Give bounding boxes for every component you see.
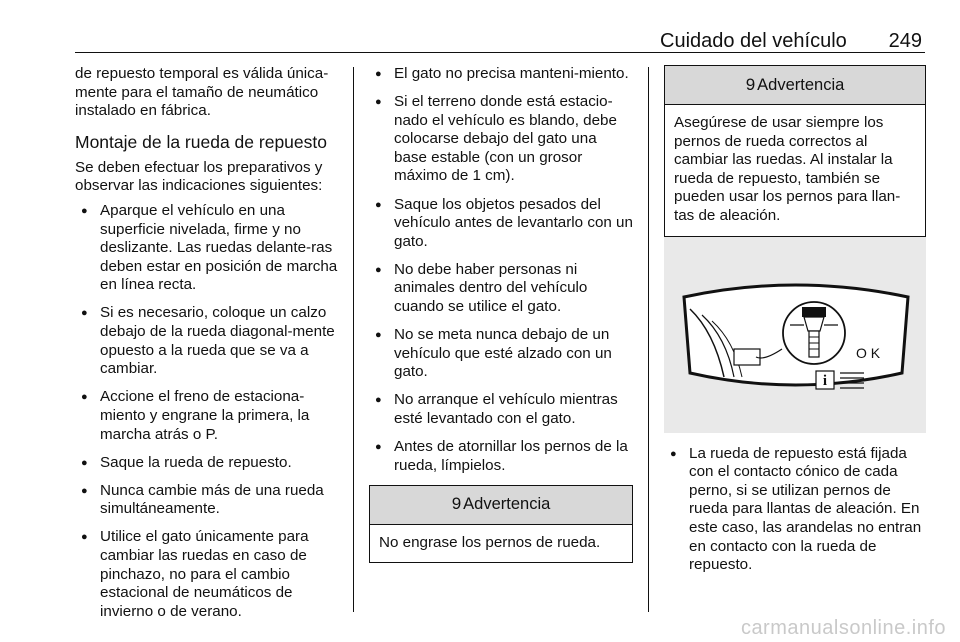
column-divider-2 [648,67,649,612]
list-item: ● Si es necesario, coloque un calzo debajo de la rueda diagonal-mente opuesto a la rueda que se va a cambiar. [75,304,341,378]
warning-icon: 9 [451,494,462,514]
list-item: ● Utilice el gato únicamente para cambiar las ruedas en caso de pinchazo, no para el cambio estacional de neumáticos de invierno o de verano. [75,528,341,621]
warning-text: Asegúrese de usar siempre los pernos de rueda correctos al cambiar las ruedas. Al instalar la rueda de repuesto, también se pueden usar los pernos para llan-tas de aleación. [674,114,901,224]
list-item: ● El gato no precisa manteni-miento. [369,65,633,84]
wheel-bolt-illustration [664,237,926,433]
ok-label: O K [856,344,881,361]
spare-wheel-list [664,445,926,575]
jack-list [369,65,633,475]
gear-punct: . [213,425,218,443]
warning-header [370,486,632,525]
list-item: ● La rueda de repuesto está fijada con el contacto cónico de cada perno, si se utilizan pernos de rueda para llantas de aleación. En este caso, las arandelas no entran en contacto con la rueda de repuesto. [664,445,926,575]
list-item: ● Nunca cambie más de una rueda simultáneamente. [75,482,341,519]
list-item: ● Saque la rueda de repuesto. [75,454,341,473]
list-item: ● No arranque el vehículo mientras esté levantado con el gato. [369,391,633,428]
gear-letter: P [205,425,214,443]
warning-header [665,66,925,105]
info-symbol-label: i [822,372,828,389]
warning-text: No engrase los pernos de rueda. [379,533,601,551]
bolt-shank-icon [809,331,819,357]
list-item: ● Antes de atornillar los pernos de la rueda, límpielos. [369,438,633,475]
list-item: ● Si el terreno donde está estacio-nado el vehículo es blando, debe colocarse debajo del gato una base estable (con un grosor máximo de 1 cm). [369,93,633,186]
list-item-text: Accione el freno de estaciona-miento y engrane la primera, la marcha atrás o [100,388,310,443]
column-middle [369,65,633,563]
list-item [75,388,341,444]
bolt-cone-icon [804,317,824,331]
header-rule [75,52,925,53]
warning-icon: 9 [745,74,756,94]
bolt-head-icon [802,307,826,317]
column-right [664,65,926,584]
intro-paragraph: de repuesto temporal es válida única-mente para el tamaño de neumático instalado en fábrica. [75,65,329,120]
column-left [75,65,341,631]
section-title: Cuidado del vehículo [660,30,847,52]
list-item: ● Aparque el vehículo en una superficie nivelada, firme y no deslizante. Las ruedas delante-ras deben estar en posición de marcha en línea recta. [75,202,341,295]
page-number: 249 [888,30,922,52]
wheel-bolt-drawing [664,237,926,433]
warning-title: Advertencia [757,75,845,94]
list-item: ● No debe haber personas ni animales dentro del vehículo cuando se utilice el gato. [369,261,633,317]
warning-box [369,485,633,564]
section-heading: Montaje de la rueda de repuesto [75,131,327,152]
preparation-list [75,202,341,621]
warning-box [664,65,926,237]
list-item: ● Saque los objetos pesados del vehículo antes de levantarlo con un gato. [369,196,633,252]
column-divider-1 [353,67,354,612]
website-watermark: carmanualsonline.info [740,617,946,639]
warning-title: Advertencia [463,495,551,514]
lead-paragraph: Se deben efectuar los preparativos y observar las indicaciones siguientes: [75,158,323,195]
list-item: ● No se meta nunca debajo de un vehículo que esté alzado con un gato. [369,326,633,382]
